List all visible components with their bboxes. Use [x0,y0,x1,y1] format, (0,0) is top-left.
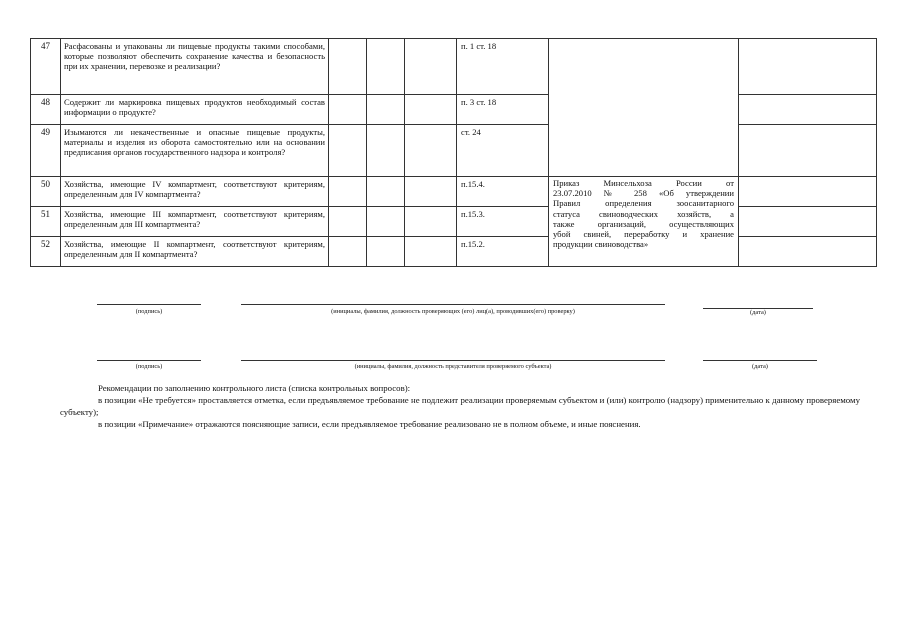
row-reference: ст. 24 [457,125,549,177]
row-number: 48 [31,95,61,125]
date-line[interactable] [703,360,817,361]
row-question: Хозяйства, имеющие III компартмент, соответствуют критериям, определенным для III компартмента? [61,207,329,237]
normative-act-line: Правил определения зоосанитарного [553,198,734,209]
signature-line[interactable] [97,304,201,305]
table-row [31,39,877,95]
answer-yes-cell[interactable] [329,125,367,177]
answer-no-cell[interactable] [367,237,405,267]
answer-no-cell[interactable] [367,125,405,177]
normative-act-line: продукции свиноводства» [553,239,649,250]
date-caption: (дата) [750,309,766,316]
signature-caption: (подпись) [135,363,163,370]
row-reference: п.15.2. [457,237,549,267]
subject-representative-line[interactable] [241,360,665,361]
signature-line[interactable] [97,360,201,361]
table-row [31,95,877,125]
row-number: 52 [31,237,61,267]
checklist-table [30,38,877,267]
row-question: Содержит ли маркировка пищевых продуктов необходимый состав информации о продукте? [61,95,329,125]
table-row [31,177,877,207]
subject-representative-caption: (инициалы, фамилия, должность представителя проверяемого субъекта) [354,363,552,370]
answer-not-required-cell[interactable] [405,39,457,95]
inspector-names-caption: (инициалы, фамилия, должность проверяющих (его) лиц(а), проводивших(его) проверку) [331,308,575,315]
answer-yes-cell[interactable] [329,95,367,125]
note-cell[interactable] [739,125,877,177]
row-question: Хозяйства, имеющие II компартмент, соответствуют критериям, определенным для II компартмента? [61,237,329,267]
answer-yes-cell[interactable] [329,177,367,207]
row-question: Хозяйства, имеющие IV компартмент, соответствуют критериям, определенным для IV компартмента? [61,177,329,207]
row-question: Расфасованы и упакованы ли пищевые продукты такими способами, которые позволяют обеспечить сохранение качества и безопасность при их хранении, перевозке и реализации? [61,39,329,95]
row-reference: п. 3 ст. 18 [457,95,549,125]
answer-yes-cell[interactable] [329,39,367,95]
answer-no-cell[interactable] [367,95,405,125]
signature-caption: (подпись) [135,308,163,315]
normative-act-cell-empty [549,39,739,177]
answer-not-required-cell[interactable] [405,95,457,125]
inspector-names-line[interactable] [241,304,665,305]
row-question: Изымаются ли некачественные и опасные пищевые продукты, материалы и изделия из оборота самостоятельно или на основании предписания органов государственного надзора и контроля? [61,125,329,177]
note-cell[interactable] [739,39,877,95]
date-caption: (дата) [752,363,768,370]
answer-not-required-cell[interactable] [405,125,457,177]
answer-not-required-cell[interactable] [405,177,457,207]
note-cell[interactable] [739,177,877,207]
answer-not-required-cell[interactable] [405,237,457,267]
answer-no-cell[interactable] [367,39,405,95]
normative-act-line: убой свиней, переработку и хранение [553,229,734,240]
recommendations [60,382,860,430]
recommendations-heading: Рекомендации по заполнению контрольного листа (списка контрольных вопросов): [98,383,411,393]
row-reference: п. 1 ст. 18 [457,39,549,95]
normative-act-line: также организаций, осуществляющих [553,218,734,229]
row-reference: п.15.3. [457,207,549,237]
normative-act-cell [549,177,739,267]
recommendation-item: в позиции «Примечание» отражаются поясняющие записи, если предъявляемое требование реализовано не в полном объеме, и иные пояснения. [98,419,641,429]
table-row [31,207,877,237]
row-number: 50 [31,177,61,207]
note-cell[interactable] [739,207,877,237]
answer-yes-cell[interactable] [329,207,367,237]
answer-yes-cell[interactable] [329,237,367,267]
answer-not-required-cell[interactable] [405,207,457,237]
recommendation-item: в позиции «Не требуется» проставляется отметка, если предъявляемое требование не подлежит реализации проверяемым субъектом и (или) контролю (надзору) применительно к данному проверяемому субъекту); [60,395,860,417]
note-cell[interactable] [739,237,877,267]
row-reference: п.15.4. [457,177,549,207]
normative-act-line: Приказ Минсельхоза России от [553,178,734,188]
normative-act-line: статуса свиноводческих хозяйств, а [553,208,734,219]
row-number: 51 [31,207,61,237]
row-number: 47 [31,39,61,95]
row-number: 49 [31,125,61,177]
table-row [31,125,877,177]
answer-no-cell[interactable] [367,207,405,237]
note-cell[interactable] [739,95,877,125]
normative-act-line: 23.07.2010 № 258 «Об утверждении [553,188,734,199]
table-row [31,237,877,267]
answer-no-cell[interactable] [367,177,405,207]
